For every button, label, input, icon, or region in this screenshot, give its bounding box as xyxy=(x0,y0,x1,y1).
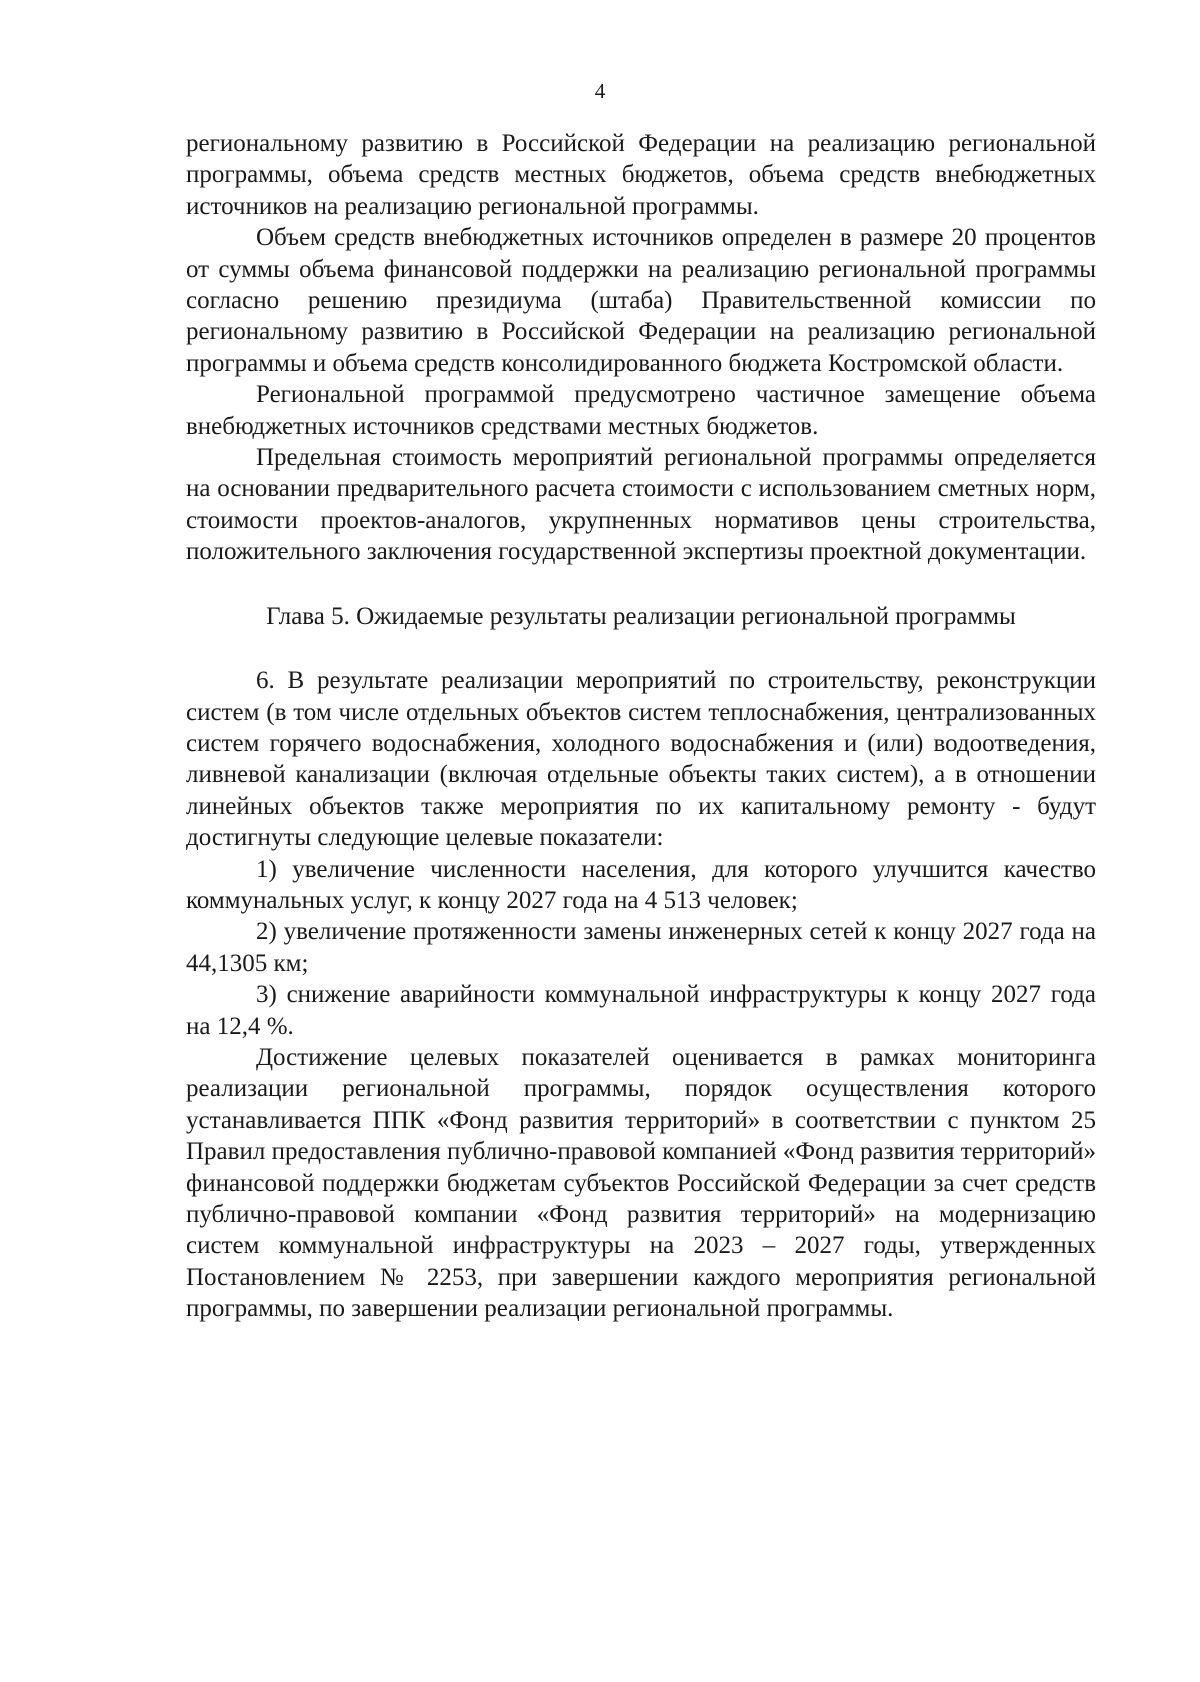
paragraph-item-6: 6. В результате реализации мероприятий по строительству, реконструкции систем (в том числе отдельных объектов систем теплоснабжения, централизованных систем горячего водоснабжения, холодного водоснабжения и (или) водоотведения, ливневой канализации (включая отдельные объекты таких систем), а в отношении линейных объектов также мероприятия по их капитальному ремонту - будут достигнуты следующие целевые показатели: xyxy=(186,667,1096,852)
target-item-1: 1) увеличение численности населения, для которого улучшится качество коммунальных услуг, к концу 2027 года на 4 513 человек; xyxy=(186,855,1096,914)
paragraph-funding-volume: Объем средств внебюджетных источников определен в размере 20 процентов от суммы объема финансовой поддержки на реализацию региональной программы согласно решению президиума (штаба) Правительственной комиссии по региональному развитию в Российской Федерации на реализацию региональной программы и объема средств консолидированного бюджета Костромской области. xyxy=(186,224,1096,377)
chapter-heading: Глава 5. Ожидаемые результаты реализации региональной программы xyxy=(266,602,1016,630)
paragraph-replacement: Региональной программой предусмотрено частичное замещение объема внебюджетных источников средствами местных бюджетов. xyxy=(186,381,1096,440)
document-body xyxy=(186,128,1096,1325)
paragraph-cost-limit: Предельная стоимость мероприятий региональной программы определяется на основании предварительного расчета стоимости с использованием сметных норм, стоимости проектов-аналогов, укрупненных нормативов цены строительства, положительного заключения государственной экспертизы проектной документации. xyxy=(186,444,1096,566)
paragraph-continuation: региональному развитию в Российской Федерации на реализацию региональной программы, объема средств местных бюджетов, объема средств внебюджетных источников на реализацию региональной программы. xyxy=(186,130,1096,220)
target-item-3: 3) снижение аварийности коммунальной инфраструктуры к концу 2027 года на 12,4 %. xyxy=(186,981,1096,1040)
paragraph-monitoring: Достижение целевых показателей оценивается в рамках мониторинга реализации региональной программы, порядок осуществления которого устанавливается ППК «Фонд развития территорий» в соответствии с пунктом 25 Правил предоставления публично-правовой компанией «Фонд развития территорий» финансовой поддержки бюджетам субъектов Российской Федерации за счет средств публично-правовой компании «Фонд развития территорий» на модернизацию систем коммунальной инфраструктуры на 2023 – 2027 годы, утвержденных Постановлением № 2253, при завершении каждого мероприятия региональной программы, по завершении реализации региональной программы. xyxy=(186,1043,1096,1323)
target-item-2: 2) увеличение протяженности замены инженерных сетей к концу 2027 года на 44,1305 км; xyxy=(186,918,1096,977)
page-number: 4 xyxy=(594,79,606,103)
